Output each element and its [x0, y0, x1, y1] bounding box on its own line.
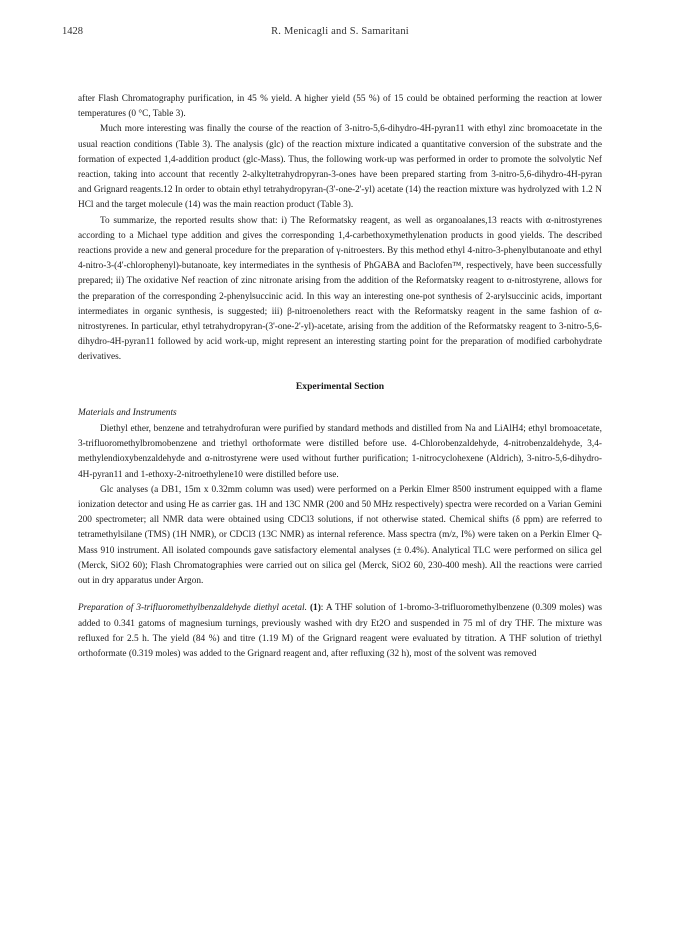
page-number: 1428	[62, 26, 83, 37]
materials-subheading: Materials and Instruments	[78, 407, 177, 418]
compound-number: (1)	[309, 603, 321, 614]
paragraph-summary: To summarize, the reported results show that: i) The Reformatsky reagent, as well as organoalanes,13 reacts with α-nitrostyrenes according to a Michael type addition and gives the corresponding 1,4-carbethoxymethylenation products in good yields. The described reactions provide a new and general procedure for the preparation of γ-nitroesters. By this method ethyl 4-nitro-3-phenylbutanoate and ethyl 4-nitro-3-(4'-chlorophenyl)-butanoate, key intermediates in the synthesis of PhGABA and Baclofen™, respectively, have been successfully prepared; ii) The oxidative Nef reaction of zinc nitronate arising from the addition of the Reformatsky reagent to α-nitrostyrene, allows for the preparation of the corresponding 2-phenylsuccinic acid. In this way an interesting one-pot synthesis of 2-arylsuccinic acids, important intermediates in organic synthesis, is suggested; iii) β-nitroenolethers react with the Reformatsky reagent in the same fashion of α-nitrostyrenes. In particular, ethyl tetrahydropyran-(3'-one-2'-yl)-acetate, arising from the addition of the Reformatsky reagent to 3-nitro-5,6-dihydro-4H-pyran11 followed by acid work-up, might represent an interesting starting point for the preparation of modified carbohydrate derivatives.	[78, 215, 602, 363]
paragraph-materials: Diethyl ether, benzene and tetrahydrofuran were purified by standard methods and distilled from Na and LiAlH4; ethyl bromoacetate, 3-trifluoromethylbromobenzene and triethyl orthoformate were distilled before use. 4-Chlorobenzaldehyde, 4-nitrobenzaldehyde, 3,4-methylendioxybenzaldehyde and α-nitrostyrene were used without further purification; 1-nitrocyclohexene (Aldrich), 3-nitro-5,6-dihydro-4H-pyran11 and 1-ethoxy-2-nitroethylene10 were distilled before use.	[78, 424, 602, 480]
article-body	[78, 92, 602, 662]
paragraph-instruments: Glc analyses (a DB1, 15m x 0.32mm column was used) were performed on a Perkin Elmer 8500 instrument equipped with a flame ionization detector and using He as carrier gas. 1H and 13C NMR (200 and 50 MHz respectively) spectra were recorded on a Varian Gemini 200 spectrometer; all NMR data were obtained using CDCl3 solutions, if not otherwise stated. Chemical shifts (δ ppm) are referred to tetramethylsilane (TMS) (1H NMR), or CDCl3 (13C NMR) as internal reference. Mass spectra (m/z, I%) were taken on a Perkin Elmer Q-Mass 910 instrument. All isolated compounds gave satisfactory elemental analyses (± 0.4%). Analytical TLC were performed on silica gel (Merck, SiO2 60); Flash Chromatographies were carried out on silica gel (Merck, SiO2 60, 230-400 mesh). All the reactions were carried out in dry apparatus under Argon.	[78, 484, 602, 587]
paragraph-preparation-1	[78, 601, 602, 662]
preparation-text: : A THF solution of 1-bromo-3-trifluoromethylbenzene (0.309 moles) was added to 0.341 gatoms of magnesium turnings, previously washed with dry Et2O and suspended in 75 ml of dry THF. The mixture was refluxed for 2.5 h. The yield (84 %) and titre (1.19 M) of the Grignard reagent were evaluated by titration. A THF solution of triethyl orthoformate (0.319 moles) was added to the Grignard reagent and, after refluxing (32 h), most of the solvent was removed	[78, 603, 603, 659]
paragraph-continuation: after Flash Chromatography purification, in 45 % yield. A higher yield (55 %) of 15 could be obtained performing the reaction at lower temperatures (0 °C, Table 3).	[78, 94, 602, 120]
preparation-title: Preparation of 3-trifluoromethylbenzaldehyde diethyl acetal.	[78, 603, 307, 614]
running-head-authors: R. Menicagli and S. Samaritani	[271, 26, 409, 37]
paragraph-nef-reaction: Much more interesting was finally the course of the reaction of 3-nitro-5,6-dihydro-4H-pyran11 with ethyl zinc bromoacetate in the usual reaction conditions (Table 3). The analysis (glc) of the reaction mixture indicated a quantitative conversion of the substrate and the formation of expected 1,4-addition product (glc-Mass). Thus, the following work-up was performed in order to promote the solvolytic Nef reaction, taking into account that recently 2-alkyltetrahydropyran-3-ones have been prepared starting from 3-nitro-5,6-dihydro-4H-pyran and Grignard reagents.12 In order to obtain ethyl tetrahydropyran-(3'-one-2'-yl) acetate (14) the reaction mixture was hydrolyzed with 1.2 N HCl and the target molecule (14) was the main reaction product (Table 3).	[78, 124, 602, 211]
section-gap	[78, 589, 602, 601]
experimental-section-heading: Experimental Section	[295, 380, 385, 392]
